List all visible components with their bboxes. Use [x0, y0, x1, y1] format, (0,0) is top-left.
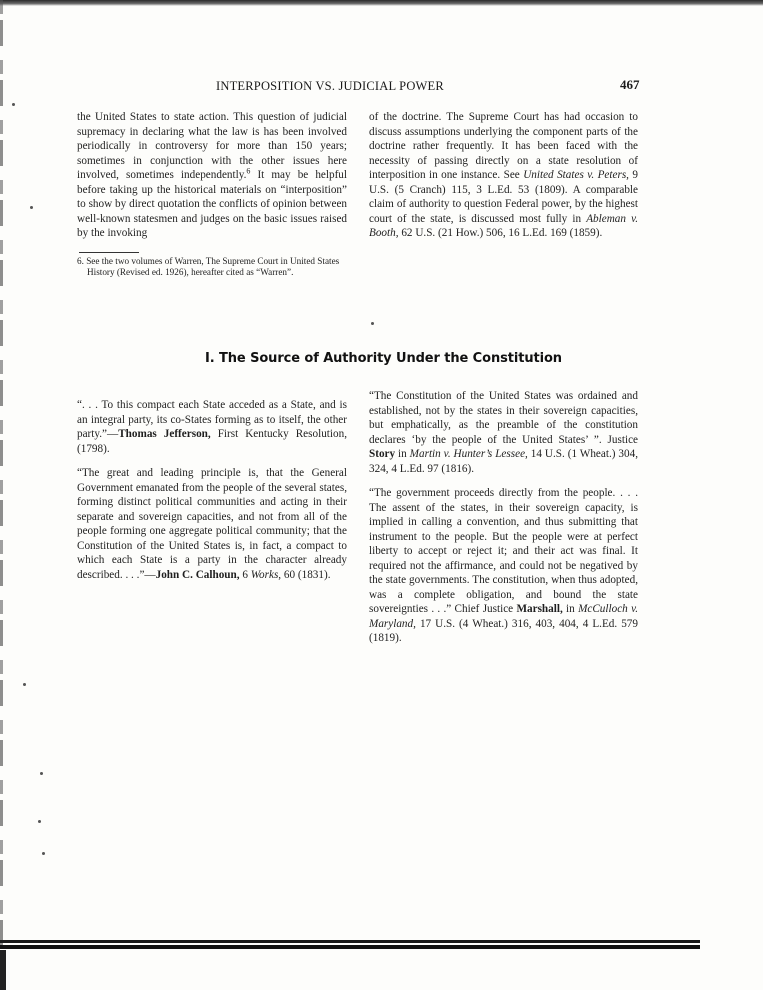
body-text: 62 U.S. (21 How.) 506, 16 L.Ed. 169 (1859).: [398, 227, 603, 239]
quote-text: “The great and leading principle is, that the General Government emanated from the people of the several states, forming distinct political communities and acting in their separate and sovereign capacities, and not from all of the people forming one aggregate political community; that the Constitution of the United States is, in fact, a compact to which each State is a party in the character already described. . . .”—: [77, 467, 347, 581]
case-citation: 17 U.S. (4 Wheat.) 316, 403, 404, 4 L.Ed. 579 (1819).: [369, 617, 638, 644]
quote-marshall: [369, 486, 638, 646]
quote-source-title: Works,: [250, 568, 282, 581]
running-head: INTERPOSITION VS. JUDICIAL POWER: [216, 79, 444, 93]
quote-text: “. . . To this compact each State acceded as a State, and is an integral party, its co-States forming as to itself, the other party.”—: [77, 399, 347, 440]
body-column-right-top: [369, 110, 638, 241]
body-text: the United States to state action. This question of judicial supremacy in declaring what the law is has been involved periodically in controversy for more than 150 years; sometimes in conjunction with the other issues here involved, sometimes independently.: [77, 111, 347, 181]
body-column-left-top: [77, 110, 347, 241]
quote-author: John C. Calhoun,: [155, 568, 240, 581]
scan-bottom-rule: [0, 936, 700, 954]
quote-story: [369, 389, 638, 476]
quote-column-left: [77, 398, 347, 592]
page-number: 467: [620, 77, 640, 92]
footnote-rule: [79, 252, 139, 253]
case-name: Ableman v. Booth,: [369, 212, 638, 239]
scan-speck: [30, 206, 33, 209]
quote-text: in: [562, 603, 579, 615]
scan-speck: [42, 852, 45, 855]
case-name: Martin v. Hunter’s Lessee,: [409, 448, 528, 460]
quote-source: First Kentucky Resolution, (1798).: [77, 428, 348, 455]
case-name: United States v. Peters,: [523, 169, 629, 181]
scan-left-edge: [0, 0, 3, 990]
quote-column-right: [369, 389, 638, 656]
scan-speck: [371, 322, 374, 325]
quote-text: in: [395, 448, 410, 460]
quote-author: Story: [369, 448, 396, 460]
bottom-rule-line: [0, 940, 700, 943]
quote-jefferson: [77, 398, 347, 456]
quote-source: 6: [239, 568, 251, 581]
footnote: 6. See the two volumes of Warren, The Supreme Court in United States History (Revised ed. 1926), hereafter cited as “Warren”.: [77, 256, 340, 277]
body-text: 9 U.S. (5 Cranch) 115, 3 L.Ed. 53 (1809). A comparable claim of authority to question Federal power, by the highest court of the state, is discussed most fully in: [369, 169, 639, 225]
case-name: McCulloch v. Maryland,: [369, 603, 638, 630]
quote-source: 60 (1831).: [281, 568, 331, 581]
body-text: It may be helpful before taking up the historical materials on “interposition” to show by direct quotation the conflicts of opinion between well-known statesmen and judges on the basic issues raised by the invoking: [77, 169, 348, 239]
scan-speck: [12, 103, 15, 106]
quote-calhoun: [77, 466, 347, 582]
scan-speck: [38, 820, 41, 823]
quote-author: Thomas Jefferson,: [118, 428, 211, 440]
case-citation: 14 U.S. (1 Wheat.) 304, 324, 4 L.Ed. 97 (1816).: [369, 448, 638, 475]
section-heading: I. The Source of Authority Under the Constitution: [205, 351, 562, 366]
scan-speck: [40, 772, 43, 775]
footnote-ref[interactable]: 6: [246, 166, 251, 176]
scan-top-edge: [0, 0, 763, 6]
quote-text: “The government proceeds directly from the people. . . . The assent of the states, in their sovereign capacity, is implied in calling a convention, and thus submitting that instrument to the people. But the people were at perfect liberty to accept or reject it; and their act was final. It required not the affirmance, and could not be negatived by the state governments. The constitution, when thus adopted, was a complete obligation, and bound the state sovereignties . . .” Chief Justice: [369, 487, 638, 615]
quote-text: “The Constitution of the United States was ordained and established, not by the states in their sovereign capacities, but emphatically, as the preamble of the constitution declares ‘by the people of the United States’ ”. Justice: [369, 390, 638, 446]
scan-speck: [23, 683, 26, 686]
scan-corner-mark: [0, 950, 6, 990]
body-text: of the doctrine. The Supreme Court has had occasion to discuss assumptions underlying the component parts of the doctrine rather frequently. It has been faced with the necessity of passing directly on a state resolution of interposition in one instance. See: [369, 111, 638, 181]
quote-author: Marshall,: [516, 603, 563, 615]
bottom-rule-line: [0, 945, 700, 949]
